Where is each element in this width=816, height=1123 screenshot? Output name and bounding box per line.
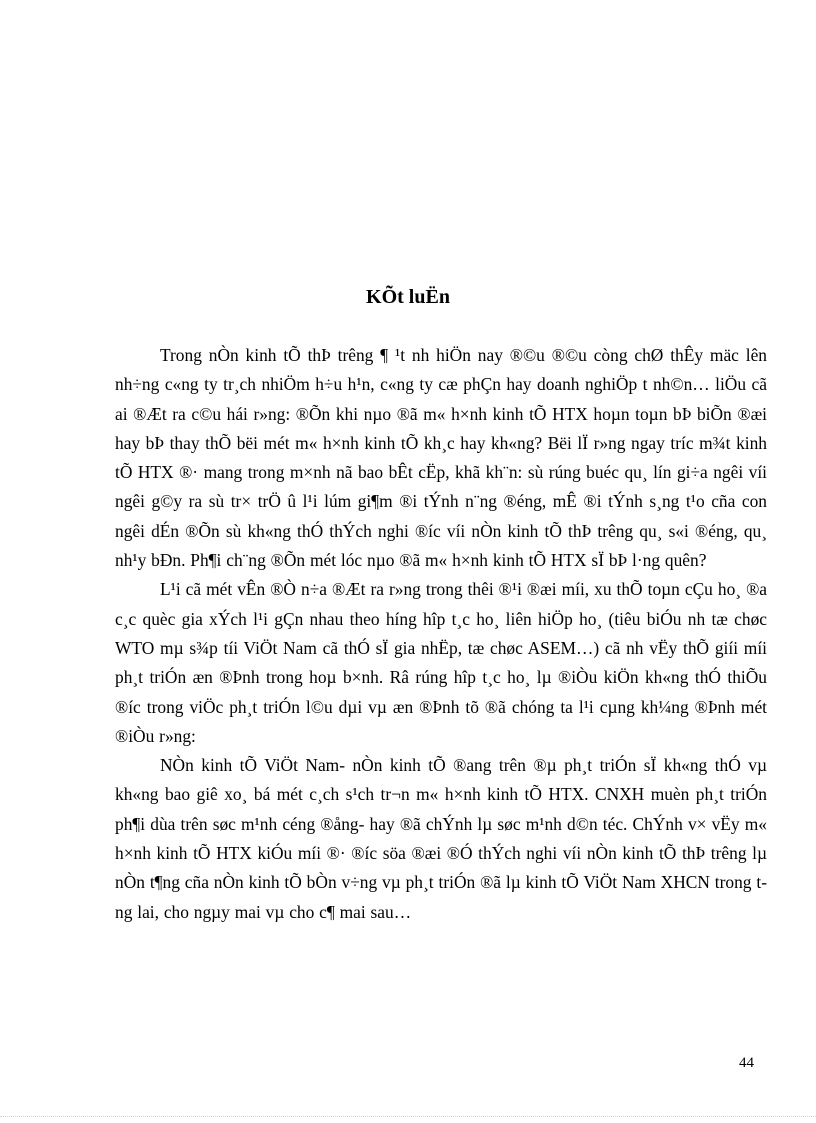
body-text xyxy=(115,341,767,927)
paragraph-1: Trong nÒn kinh tÕ thÞ trêng ¶ ¹t nh hiÖn nay ®©u ®©u còng chØ thÊy mäc lên nh÷ng c«ng ty tr¸ch nhiÖm h÷u h¹n, c«ng ty cæ phÇn hay doanh nghiÖp t nh©n… liÖu cã ai ®Æt ra c©u hái r»ng: ®Õn khi nµo ®ã m« h×nh kinh tÕ HTX hoµn toµn bÞ biÕn ®æi hay bÞ thay thÕ bëi mét m« h×nh kinh tÕ kh¸c hay kh«ng? Bëi lÏ r»ng ngay tríc m¾t kinh tÕ HTX ®· mang trong m×nh nã bao bÊt cËp, khã kh¨n: sù rúng buéc qu¸ lín gi÷a ngêi víi ngêi g©y ra sù tr× trÖ û l¹i lúm gi¶m ®i tÝnh n¨ng ®éng, mÊ ®i tÝnh s¸ng t¹o cña con ngêi dÉn ®Õn sù kh«ng thÓ thÝch nghi ®íc víi nÒn kinh tÕ thÞ trêng qu¸ s«i ®éng, qu¸ nh¹y bÐn. Ph¶i ch¨ng ®Õn mét lóc nµo ®ã m« h×nh kinh tÕ HTX sÏ bÞ l·ng quên? xyxy=(115,345,767,571)
page-bottom-divider xyxy=(0,1116,816,1117)
paragraph-2: L¹i cã mét vÊn ®Ò n÷a ®Æt ra r»ng trong thêi ®¹i ®æi míi, xu thÕ toµn cÇu ho¸ ®a c¸c quèc gia xÝch l¹i gÇn nhau theo híng hîp t¸c ho¸ liên hiÖp ho¸ (tiêu biÓu nh tæ chøc WTO mµ s¾p tíi ViÖt Nam cã thÓ sÏ gia nhËp, tæ chøc ASEM…) cã nh vËy thÕ giíi míi ph¸t triÓn æn ®Þnh trong hoµ b×nh. Râ rúng hîp t¸c ho¸ lµ ®iÒu kiÖn kh«ng thÓ thiÕu ®íc trong viÖc ph¸t triÓn l©u dµi vµ æn ®Þnh tõ ®ã chóng ta l¹i cµng kh¼ng ®Þnh mét ®iÒu r»ng: xyxy=(115,579,767,746)
page-number: 44 xyxy=(739,1055,754,1071)
page-title: KÕt luËn xyxy=(366,286,450,308)
paragraph-3: NÒn kinh tÕ ViÖt Nam- nÒn kinh tÕ ®ang trên ®µ ph¸t triÓn sÏ kh«ng thÓ vµ kh«ng bao giê xo¸ bá mét c¸ch s¹ch tr¬n m« h×nh kinh tÕ HTX. CNXH muèn ph¸t triÓn ph¶i dùa trên søc m¹nh céng ®ång- hay ®ã chÝnh lµ søc m¹nh d©n téc. ChÝnh v× vËy m« h×nh kinh tÕ HTX kiÓu míi ®· ®íc söa ®æi ®Ó thÝch nghi víi nÒn kinh tÕ thÞ trêng lµ nÒn t¶ng cña nÒn kinh tÕ bÒn v÷ng vµ ph¸t triÓn ®ã lµ kinh tÕ ViÖt Nam XHCN trong tng lai, cho ngµy mai vµ cho c¶ mai sau… xyxy=(115,755,767,922)
